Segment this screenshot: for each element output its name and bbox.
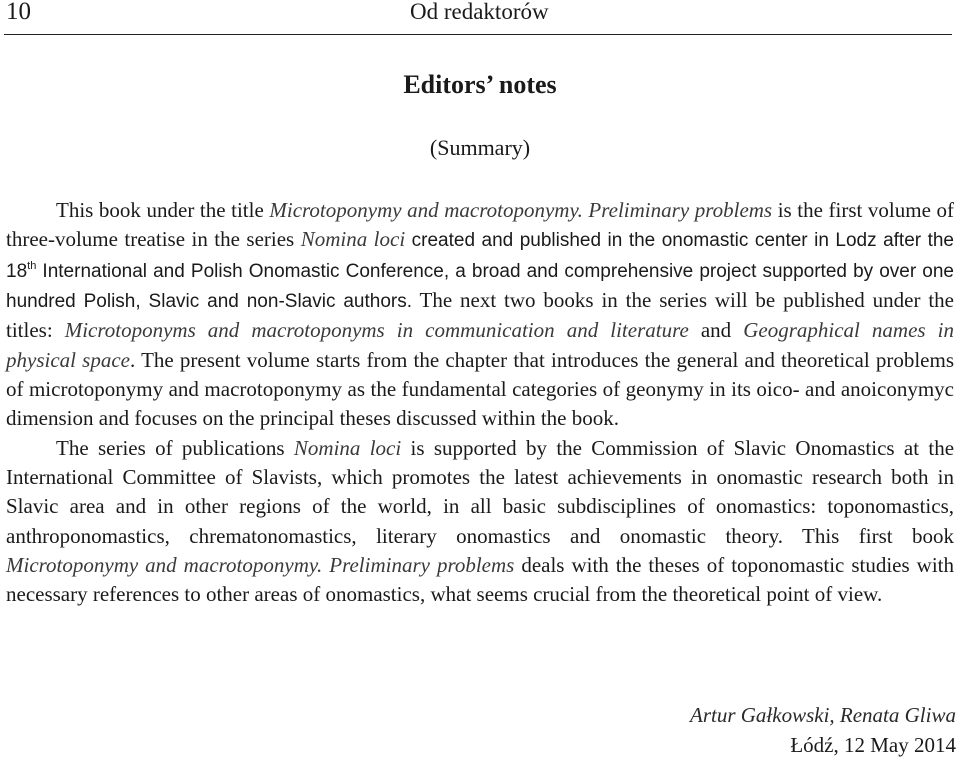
text-span: This book under the title xyxy=(56,198,270,222)
superscript-th: th xyxy=(27,259,37,272)
text-span: International and Polish Onomastic Conference, a broad and comprehensive project supported by over one hundred Polish, Slavic and non-Slavic authors. xyxy=(6,260,954,313)
running-header xyxy=(4,0,952,35)
text-span: deals with the theses of toponomastic studies with necessary references to other areas of onomastics, what seems crucial from the theoretical point of view. xyxy=(6,553,954,607)
running-title: Od redaktorów xyxy=(410,0,549,24)
page-number: 10 xyxy=(6,0,31,25)
series-title-italic: Nomina loci xyxy=(293,435,402,460)
paragraph-2 xyxy=(6,434,954,610)
series-title-italic: Nomina loci xyxy=(300,227,406,252)
text-span: . The present volume starts from the chapter that introduces the general and theoretical problems of microtoponymy and macrotoponymy as the fundamental categories of geonymy in its oico- and anoiconymyc dimension and focuses on the principal theses discussed within the book. xyxy=(6,347,955,431)
book-title-italic: Geographical names in physical space xyxy=(6,318,954,372)
place-date: Łódź, 12 May 2014 xyxy=(790,733,956,757)
text-span: is supported by the Commission of Slavic Onomastics at the International Committee of Slavists, which promotes the latest achievements in onomastic research both in Slavic area and in other regions of the world, in all basic subdisciplines of onomastics: toponomastics, anthroponomastics, chrematonomastics, literary onomastics and onomastic theory. This first book xyxy=(6,435,955,548)
text-span: is the first volume of three-volume treatise in the series xyxy=(6,198,954,252)
text-span: The series of publications xyxy=(56,435,294,460)
document-body xyxy=(6,196,954,610)
book-title-italic: Microtoponyms and macrotoponyms in communication and literature xyxy=(64,318,689,343)
text-span: and xyxy=(688,318,744,343)
signature-block xyxy=(690,700,956,760)
page-title: Editors’ notes xyxy=(403,70,557,99)
paragraph-1 xyxy=(6,196,954,434)
text-span: created and published in the onomastic center in Lodz after the 18 xyxy=(6,230,955,282)
book-title-italic: Microtoponymy and macrotoponymy. Preliminary problems xyxy=(269,198,773,222)
book-title-italic: Microtoponymy and macrotoponymy. Preliminary problems xyxy=(6,553,515,578)
authors: Artur Gałkowski, Renata Gliwa xyxy=(690,703,956,727)
page-subtitle: (Summary) xyxy=(429,135,531,160)
text-span: The next two books in the series will be published under the titles: xyxy=(6,288,954,343)
